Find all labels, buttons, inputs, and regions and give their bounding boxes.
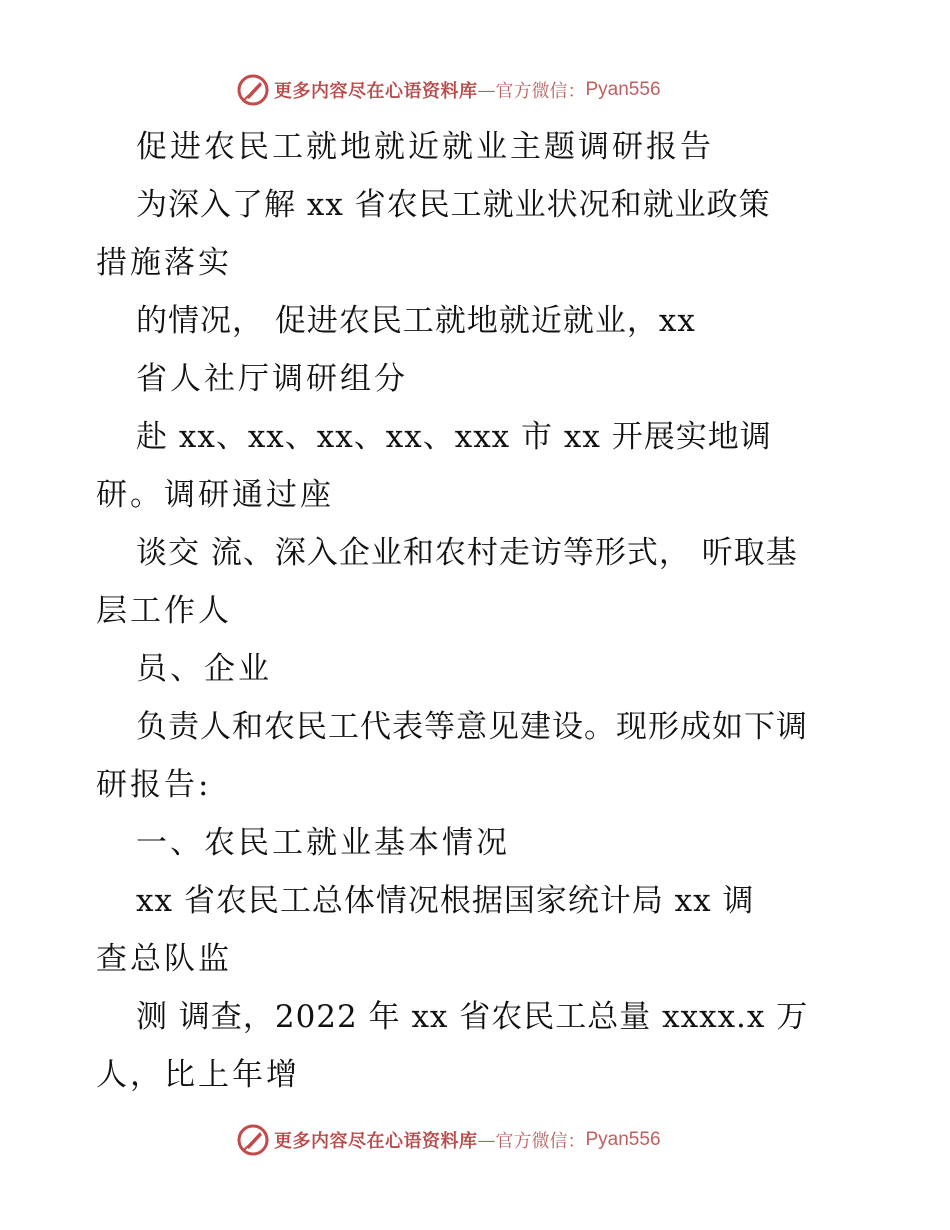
- watermark-separator: —: [477, 79, 496, 101]
- header-watermark: [236, 72, 661, 108]
- watermark-site-name: 更多内容尽在心语资料库: [274, 81, 478, 102]
- text-line: 研。调研通过座: [96, 477, 334, 513]
- watermark-wechat-label: 官方微信：: [495, 1131, 586, 1152]
- text-line: 为深入了解 xx 省农民工就业状况和就业政策: [136, 187, 771, 223]
- text-line: 负责人和农民工代表等意见建设。现形成如下调: [136, 709, 808, 745]
- text-line: 赴 xx、xx、xx、xx、xxx 市 xx 开展实地调: [136, 419, 772, 455]
- quill-logo-icon: [236, 73, 270, 107]
- text-line: 层工作人: [96, 593, 232, 629]
- quill-logo-icon: [236, 1123, 270, 1157]
- text-line: 人，比上年增: [96, 1057, 300, 1093]
- watermark-wechat-id: Pyan556: [585, 79, 661, 100]
- watermark-site-name: 更多内容尽在心语资料库: [274, 1131, 478, 1152]
- text-line: xx 省农民工总体情况根据国家统计局 xx 调: [136, 883, 755, 919]
- text-line: 员、企业: [136, 651, 272, 687]
- text-line: 测 调查，2022 年 xx 省农民工总量 xxxx.x 万: [136, 999, 809, 1035]
- document-title: 促进农民工就地就近就业主题调研报告: [136, 129, 714, 165]
- text-line: 省人社厅调研组分: [136, 361, 408, 397]
- footer-watermark: [236, 1122, 661, 1158]
- watermark-wechat-label: 官方微信：: [495, 81, 586, 102]
- text-line: 查总队监: [96, 941, 232, 977]
- document-body: [96, 118, 856, 1104]
- watermark-separator: —: [477, 1129, 496, 1151]
- watermark-wechat-id: Pyan556: [585, 1129, 661, 1150]
- text-line: 措施落实: [96, 245, 232, 281]
- text-line: 的情况， 促进农民工就地就近就业，xx: [136, 303, 696, 339]
- section-heading: 一、农民工就业基本情况: [136, 825, 510, 861]
- text-line: 谈交 流、深入企业和农村走访等形式， 听取基: [136, 535, 798, 571]
- text-line: 研报告:: [96, 767, 212, 803]
